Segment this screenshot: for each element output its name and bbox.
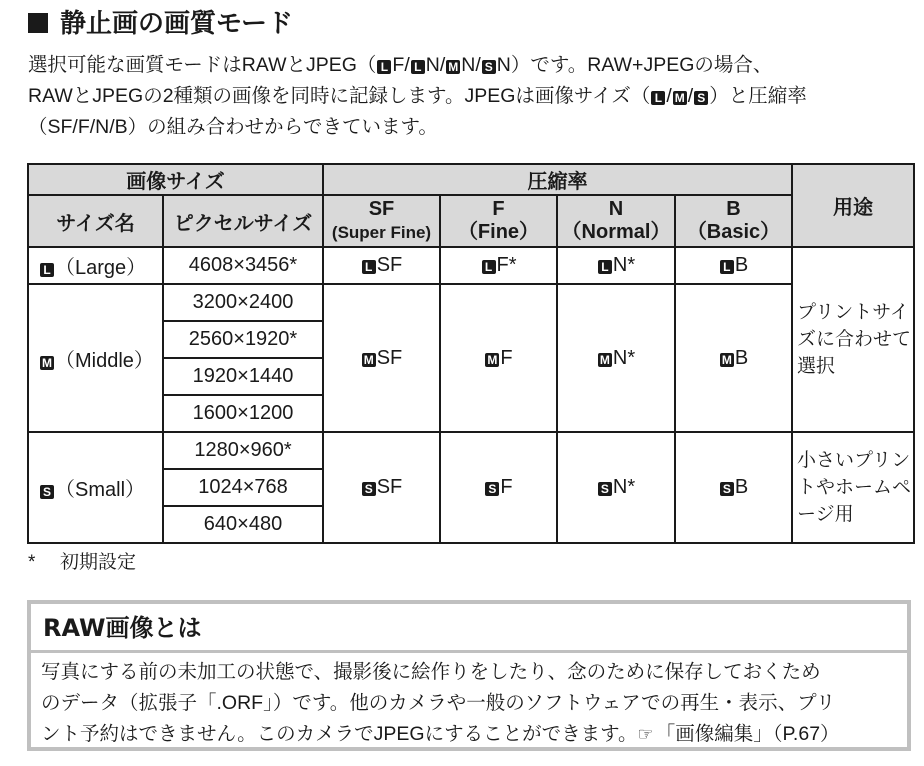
- page-reference-icon: ☞: [637, 724, 654, 744]
- small-size-icon: S: [694, 91, 708, 105]
- pixel-size-cell: 4608×3456*: [163, 247, 323, 284]
- intro-line-1: [28, 50, 908, 81]
- intro-line-3: （SF/F/N/B）の組み合わせからできています。: [28, 116, 438, 138]
- heading-text: 静止画の画質モード: [60, 9, 293, 39]
- raw-box-line-1: 写真にする前の未加工の状態で、撮影後に絵作りをしたり、念のために保存しておくため: [41, 661, 821, 683]
- mode-cell: M SF: [323, 284, 440, 432]
- large-size-icon: L: [362, 260, 376, 274]
- use-print-size: プリントサイズに合わせて選択: [792, 247, 914, 432]
- middle-size-icon: M: [42, 355, 52, 370]
- table-row: [28, 247, 914, 284]
- large-size-icon: L: [720, 260, 734, 274]
- intro-text: F/: [392, 54, 410, 76]
- image-quality-table: [27, 163, 915, 544]
- small-size-icon: S: [362, 482, 376, 496]
- header-size-name: サイズ名: [28, 195, 163, 247]
- intro-text: /: [687, 85, 694, 107]
- middle-size-icon: M: [674, 91, 685, 105]
- mode-cell: S B: [675, 432, 792, 543]
- heading-square-icon: [28, 13, 48, 33]
- mode-cell: M B: [675, 284, 792, 432]
- pixel-size-cell: 1024×768: [163, 469, 323, 506]
- small-size-icon: S: [482, 60, 496, 74]
- middle-size-icon: M: [721, 352, 732, 367]
- raw-box-title: RAW画像とは: [31, 604, 907, 653]
- pixel-size-cell: 1920×1440: [163, 358, 323, 395]
- intro-line-2: [28, 81, 908, 112]
- large-size-icon: L: [411, 60, 425, 74]
- pixel-size-cell: 3200×2400: [163, 284, 323, 321]
- size-name-small: S （Small）: [28, 432, 163, 543]
- footnote-mark: *: [28, 552, 36, 573]
- mode-cell: L SF: [323, 247, 440, 284]
- mode-cell: M F: [440, 284, 557, 432]
- header-use: 用途: [792, 164, 914, 247]
- middle-size-icon: M: [448, 60, 459, 74]
- footnote-text: 初期設定: [60, 552, 137, 573]
- large-size-icon: L: [651, 91, 665, 105]
- middle-size-icon: M: [599, 352, 610, 367]
- intro-paragraph: [28, 50, 908, 143]
- raw-box-text: ント予約はできません。このカメラでJPEGにすることができます。: [41, 723, 638, 745]
- intro-text: 選択可能な画質モードはRAWとJPEG（: [28, 54, 377, 76]
- intro-text: N）です。RAW+JPEGの場合、: [496, 54, 773, 76]
- mode-cell: L B: [675, 247, 792, 284]
- large-size-icon: L: [598, 260, 612, 274]
- intro-text: /: [666, 85, 672, 107]
- small-size-icon: S: [485, 482, 499, 496]
- mode-cell: L F*: [440, 247, 557, 284]
- raw-box-line-2: のデータ（拡張子「.ORF」）です。他のカメラや一般のソフトウェアでの再生・表示、プリ: [41, 692, 836, 714]
- small-size-icon: S: [720, 482, 734, 496]
- mode-cell: M N*: [557, 284, 675, 432]
- mode-cell: S F: [440, 432, 557, 543]
- pixel-size-cell: 1280×960*: [163, 432, 323, 469]
- raw-info-box: [27, 600, 911, 751]
- pixel-size-cell: 640×480: [163, 506, 323, 543]
- header-compression: 圧縮率: [323, 164, 792, 195]
- intro-text: N/: [461, 54, 481, 76]
- small-size-icon: S: [40, 485, 54, 499]
- intro-text: RAWとJPEGの2種類の画像を同時に記録します。JPEGは画像サイズ（: [28, 85, 651, 107]
- pixel-size-cell: 2560×1920*: [163, 321, 323, 358]
- mode-cell: S SF: [323, 432, 440, 543]
- large-size-icon: L: [482, 260, 496, 274]
- page-reference-link[interactable]: 「画像編集」（P.67）: [655, 723, 840, 745]
- mode-cell: L N*: [557, 247, 675, 284]
- section-heading: [28, 6, 293, 42]
- large-size-icon: L: [377, 60, 391, 74]
- table-row: [28, 284, 914, 321]
- size-name-large: L （Large）: [28, 247, 163, 284]
- table-row: [28, 432, 914, 469]
- header-col-sf: SF (Super Fine): [323, 195, 440, 247]
- mode-cell: S N*: [557, 432, 675, 543]
- middle-size-icon: M: [363, 352, 374, 367]
- header-col-b: B （Basic）: [675, 195, 792, 247]
- small-size-icon: S: [598, 482, 612, 496]
- use-small-print: 小さいプリントやホームページ用: [792, 432, 914, 543]
- pixel-size-cell: 1600×1200: [163, 395, 323, 432]
- header-image-size: 画像サイズ: [28, 164, 323, 195]
- intro-text: N/: [425, 54, 446, 76]
- raw-box-body: [31, 653, 907, 750]
- header-pixel-size: ピクセルサイズ: [163, 195, 323, 247]
- large-size-icon: L: [40, 263, 54, 277]
- size-name-middle: M （Middle）: [28, 284, 163, 432]
- intro-text: ）と圧縮率: [709, 85, 807, 107]
- raw-box-line-3: [41, 719, 907, 750]
- middle-size-icon: M: [487, 352, 498, 367]
- header-col-n: N （Normal）: [557, 195, 675, 247]
- footnote: [28, 550, 136, 576]
- header-col-f: F （Fine）: [440, 195, 557, 247]
